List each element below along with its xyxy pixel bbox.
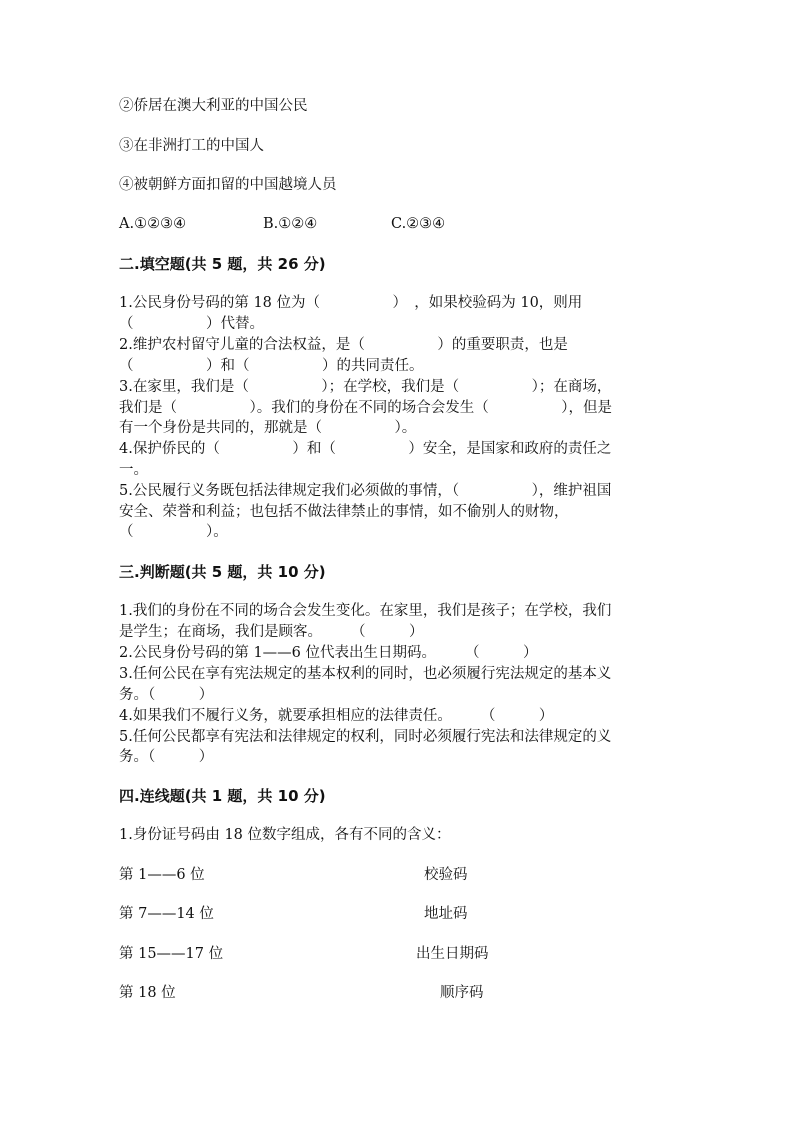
option-b: B.①②④ — [263, 216, 318, 232]
fill-blank-line: （ ）代替。 — [119, 316, 264, 332]
fill-blank-line: 有一个身份是共同的，那就是（ ）。 — [119, 420, 417, 436]
fill-blank-line: 我们是（ ）。我们的身份在不同的场合会发生（ ），但是 — [119, 400, 612, 416]
matching-right-item: 顺序码 — [440, 985, 484, 1001]
true-false-line: 是学生；在商场，我们是顾客。 （ ） — [119, 624, 424, 640]
true-false-line: 务。（ ） — [119, 749, 214, 765]
true-false-line: 5.任何公民都享有宪法和法律规定的权利，同时必须履行宪法和法律规定的义 — [119, 729, 612, 745]
true-false-line: 3.任何公民在享有宪法规定的基本权利的同时，也必须履行宪法规定的基本义 — [119, 666, 612, 682]
section-title-fill-blank: 二.填空题(共 5 题，共 26 分) — [119, 255, 326, 273]
fill-blank-line: 1.公民身份号码的第 18 位为（ ） ，如果校验码为 10，则用 — [119, 295, 583, 311]
option-a: A.①②③④ — [119, 216, 187, 232]
fill-blank-line: （ ）。 — [119, 524, 228, 540]
choice-item-2: ②侨居在澳大利亚的中国公民 — [119, 98, 308, 114]
matching-right-item: 地址码 — [424, 906, 468, 922]
fill-blank-line: 一。 — [119, 462, 148, 478]
choice-item-3: ③在非洲打工的中国人 — [119, 138, 264, 154]
matching-left-item: 第 7——14 位 — [119, 906, 214, 922]
matching-left-item: 第 15——17 位 — [119, 946, 224, 962]
fill-blank-line: （ ）和（ ）的共同责任。 — [119, 358, 424, 374]
fill-blank-line: 5.公民履行义务既包括法律规定我们必须做的事情，（ ），维护祖国 — [119, 483, 612, 499]
true-false-line: 4.如果我们不履行义务，就要承担相应的法律责任。 （ ） — [119, 708, 554, 724]
option-c: C.②③④ — [391, 216, 446, 232]
true-false-line: 务。（ ） — [119, 687, 214, 703]
matching-left-item: 第 1——6 位 — [119, 867, 205, 883]
section-title-matching: 四.连线题(共 1 题，共 10 分) — [119, 787, 326, 805]
matching-left-item: 第 18 位 — [119, 985, 176, 1001]
true-false-line: 2.公民身份号码的第 1——6 位代表出生日期码。 （ ） — [119, 645, 538, 661]
fill-blank-line: 安全、荣誉和利益；也包括不做法律禁止的事情，如不偷别人的财物， — [119, 504, 569, 520]
choice-item-4: ④被朝鲜方面扣留的中国越境人员 — [119, 177, 337, 193]
fill-blank-line: 2.维护农村留守儿童的合法权益，是（ ）的重要职责，也是 — [119, 337, 568, 353]
fill-blank-line: 4.保护侨民的（ ）和（ ）安全，是国家和政府的责任之 — [119, 441, 612, 457]
matching-question: 1.身份证号码由 18 位数字组成，各有不同的含义： — [119, 827, 451, 843]
true-false-line: 1.我们的身份在不同的场合会发生变化。在家里，我们是孩子；在学校，我们 — [119, 603, 612, 619]
fill-blank-line: 3.在家里，我们是（ ）；在学校，我们是（ ）；在商场， — [119, 379, 612, 395]
section-title-true-false: 三.判断题(共 5 题，共 10 分) — [119, 563, 326, 581]
matching-right-item: 校验码 — [424, 867, 468, 883]
matching-right-item: 出生日期码 — [416, 946, 489, 962]
